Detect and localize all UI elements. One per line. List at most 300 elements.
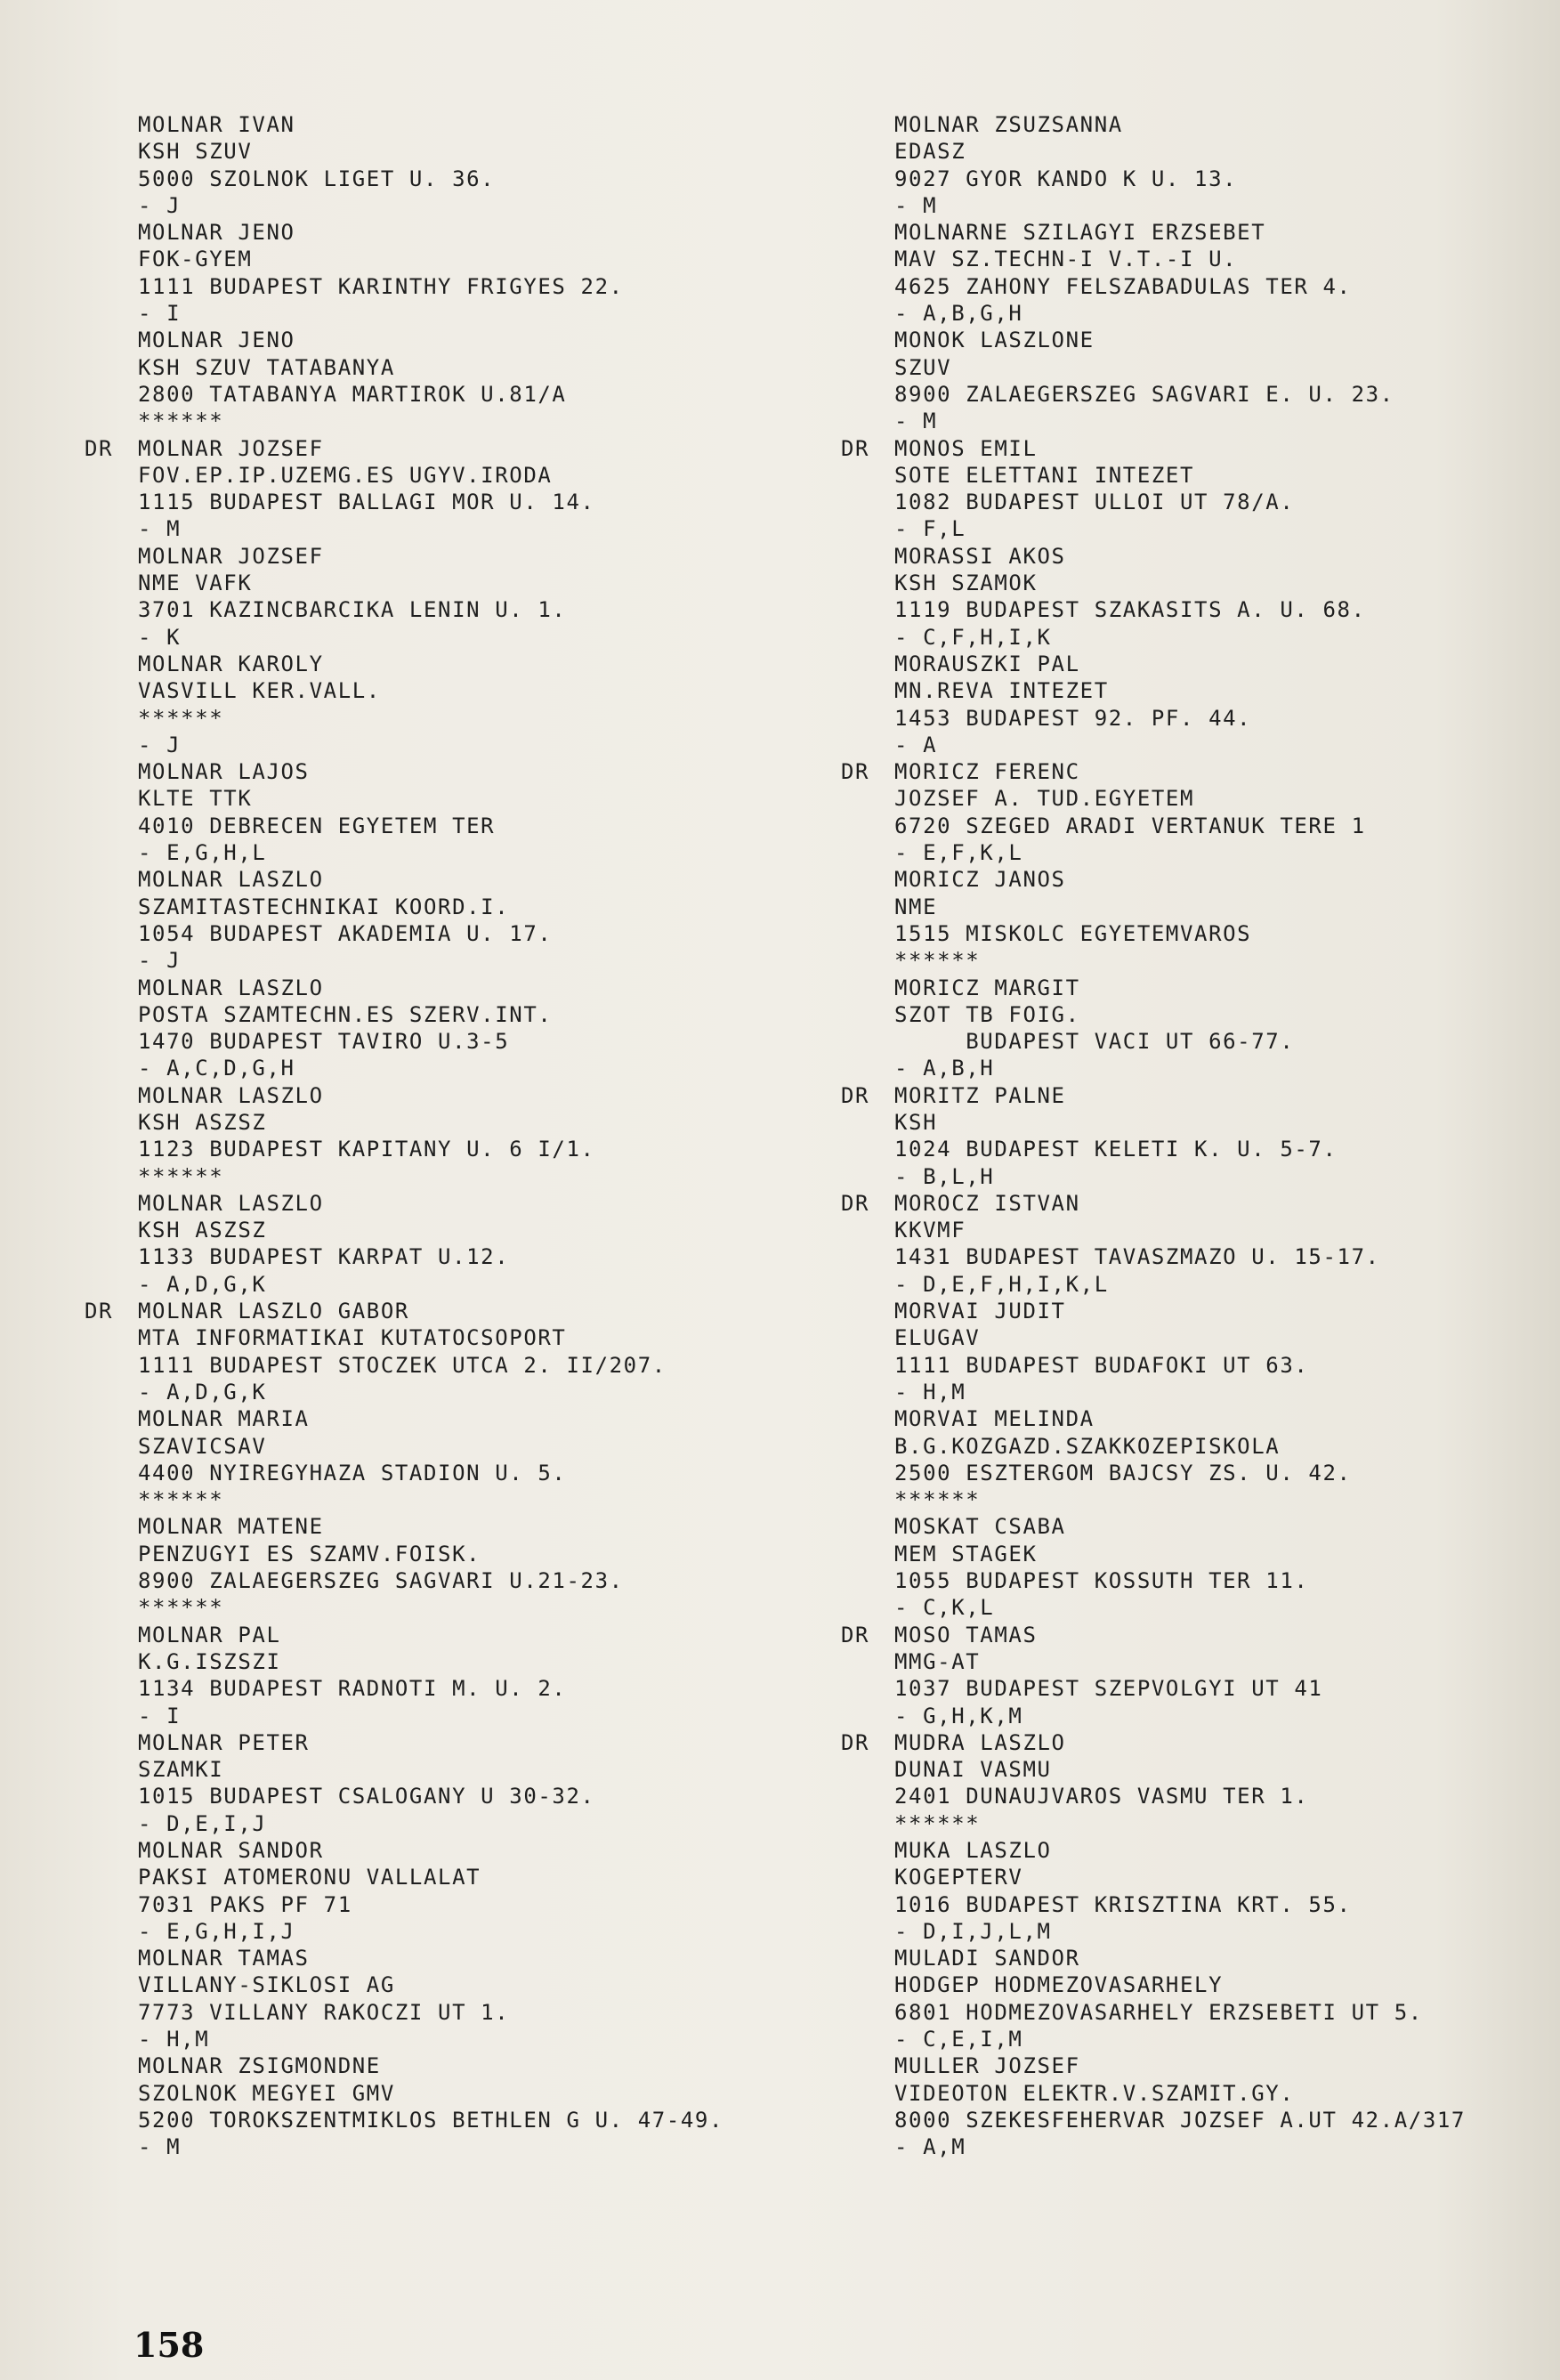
- entry-text: ******: [138, 705, 224, 731]
- entry-name: [841, 975, 1560, 1001]
- entry-text: - A: [894, 732, 938, 757]
- entry-text: MOLNAR MARIA: [138, 1406, 310, 1432]
- entry-name: [85, 327, 814, 353]
- directory-entry: [841, 1298, 1560, 1405]
- entry-text: MOLNAR JENO: [138, 328, 295, 353]
- entry-text: - C,K,L: [894, 1595, 995, 1621]
- entry-text: 2401 DUNAUJVAROS VASMU TER 1.: [894, 1784, 1309, 1809]
- entry-address: [85, 1675, 814, 1702]
- entry-codes: [841, 732, 1560, 758]
- entry-codes: [841, 192, 1560, 219]
- directory-entry: [85, 1190, 814, 1298]
- entry-name: [841, 1513, 1560, 1540]
- entry-organization: [841, 1648, 1560, 1675]
- title-prefix: DR: [841, 1190, 870, 1216]
- entry-text: - I: [138, 1703, 182, 1728]
- entry-text: - I: [138, 301, 182, 327]
- entry-name: [841, 1622, 1560, 1648]
- title-prefix: DR: [841, 759, 870, 785]
- entry-codes: [841, 839, 1560, 866]
- entry-text: FOK-GYEM: [138, 247, 253, 272]
- entry-text: - A,M: [894, 2134, 966, 2160]
- page-number: 158: [133, 2325, 205, 2365]
- entry-organization: [841, 1217, 1560, 1243]
- entry-name: [85, 1190, 814, 1217]
- directory-entry: [85, 1082, 814, 1190]
- entry-codes: [841, 300, 1560, 327]
- entry-organization: [85, 2080, 814, 2107]
- entry-text: HODGEP HODMEZOVASARHELY: [894, 1972, 1224, 1998]
- entry-codes: [841, 1594, 1560, 1621]
- entry-text: MOLNAR JENO: [138, 220, 295, 246]
- entry-address: [85, 1891, 814, 1918]
- entry-text: - D,E,F,H,I,K,L: [894, 1271, 1109, 1297]
- entry-text: - B,L,H: [894, 1163, 995, 1189]
- entry-text: 6720 SZEGED ARADI VERTANUK TERE 1: [894, 813, 1366, 838]
- entry-codes: [841, 2026, 1560, 2052]
- entry-text: MOSO TAMAS: [894, 1622, 1038, 1647]
- entry-text: MORICZ JANOS: [894, 867, 1066, 893]
- entry-name: [85, 111, 814, 138]
- entry-text: NME: [894, 894, 938, 919]
- entry-text: 8000 SZEKESFEHERVAR JOZSEF A.UT 42.A/317: [894, 2107, 1466, 2133]
- entry-text: MORICZ MARGIT: [894, 975, 1080, 1000]
- directory-entry: [85, 2052, 814, 2160]
- entry-organization: [841, 1971, 1560, 1998]
- entry-address: [841, 813, 1560, 839]
- directory-entry: [841, 1837, 1560, 1945]
- entry-address: [841, 705, 1560, 732]
- entry-organization: [841, 1756, 1560, 1783]
- entry-text: SZAMITASTECHNIKAI KOORD.I.: [138, 894, 510, 919]
- entry-text: MOLNAR PAL: [138, 1622, 281, 1647]
- entry-organization: [85, 354, 814, 381]
- directory-entry: [841, 2052, 1560, 2160]
- entry-address: [85, 1028, 814, 1055]
- directory-entry: [85, 866, 814, 974]
- entry-codes: [841, 1486, 1560, 1513]
- entry-codes: [85, 2026, 814, 2052]
- entry-text: MORVAI MELINDA: [894, 1406, 1095, 1432]
- entry-text: - H,M: [138, 2027, 210, 2052]
- directory-entry: [85, 975, 814, 1082]
- entry-organization: [841, 1433, 1560, 1460]
- entry-codes: [841, 2133, 1560, 2160]
- entry-organization: [841, 138, 1560, 165]
- entry-text: ******: [894, 1487, 981, 1513]
- entry-address: [841, 1567, 1560, 1594]
- entry-text: MOLNAR KAROLY: [138, 651, 324, 676]
- entry-text: MUKA LASZLO: [894, 1838, 1052, 1863]
- directory-entry: [85, 1513, 814, 1621]
- directory-entry: [841, 219, 1560, 327]
- entry-organization: [85, 1109, 814, 1136]
- entry-organization: [841, 1109, 1560, 1136]
- entry-address: [85, 1136, 814, 1162]
- entry-name: [841, 111, 1560, 138]
- entry-text: 8900 ZALAEGERSZEG SAGVARI E. U. 23.: [894, 381, 1394, 407]
- entry-name: [85, 219, 814, 246]
- entry-text: - M: [894, 409, 938, 434]
- entry-text: 1055 BUDAPEST KOSSUTH TER 11.: [894, 1568, 1309, 1594]
- entry-codes: [841, 1163, 1560, 1190]
- entry-text: - A,B,G,H: [894, 301, 1023, 327]
- entry-codes: [841, 1703, 1560, 1729]
- entry-codes: [85, 515, 814, 542]
- entry-codes: [85, 1918, 814, 1945]
- entry-text: - M: [138, 2134, 182, 2160]
- entry-text: 2500 ESZTERGOM BAJCSY ZS. U. 42.: [894, 1460, 1352, 1485]
- entry-address: [841, 1675, 1560, 1702]
- entry-text: KSH SZAMOK: [894, 571, 1038, 596]
- entry-name: [85, 435, 814, 462]
- entry-text: MONOS EMIL: [894, 435, 1038, 461]
- entry-text: KSH SZUV: [138, 139, 253, 165]
- entry-text: EDASZ: [894, 139, 966, 165]
- entry-text: 1111 BUDAPEST STOCZEK UTCA 2. II/207.: [138, 1352, 667, 1378]
- entry-codes: [85, 300, 814, 327]
- entry-text: B.G.KOZGAZD.SZAKKOZEPISKOLA: [894, 1433, 1281, 1459]
- entry-text: MAV SZ.TECHN-I V.T.-I U.: [894, 247, 1238, 272]
- directory-entry: [841, 758, 1560, 866]
- entry-text: - J: [138, 732, 182, 757]
- entry-organization: [85, 785, 814, 812]
- entry-organization: [85, 138, 814, 165]
- entry-codes: [85, 1379, 814, 1405]
- entry-address: [841, 1136, 1560, 1162]
- entry-address: [841, 1891, 1560, 1918]
- entry-name: [85, 1729, 814, 1756]
- entry-name: [841, 435, 1560, 462]
- entry-codes: [85, 192, 814, 219]
- entry-organization: [841, 2080, 1560, 2107]
- left-column: [85, 111, 814, 2161]
- entry-address: [85, 1352, 814, 1379]
- entry-text: MOLNAR LASZLO: [138, 1082, 324, 1108]
- entry-codes: [85, 624, 814, 651]
- entry-text: 1115 BUDAPEST BALLAGI MOR U. 14.: [138, 490, 595, 515]
- entry-name: [841, 1837, 1560, 1864]
- entry-text: SZAMKI: [138, 1757, 224, 1783]
- entry-text: SZUV: [894, 354, 952, 380]
- entry-text: KKVMF: [894, 1218, 966, 1243]
- entry-text: KSH ASZSZ: [138, 1218, 267, 1243]
- entry-address: [841, 1352, 1560, 1379]
- entry-text: - C,F,H,I,K: [894, 624, 1052, 650]
- entry-address: [841, 2107, 1560, 2133]
- entry-address: [85, 2107, 814, 2133]
- entry-text: - A,D,G,K: [138, 1271, 267, 1297]
- entry-text: SOTE ELETTANI INTEZET: [894, 462, 1195, 488]
- entry-text: K.G.ISZSZI: [138, 1648, 281, 1674]
- entry-organization: [85, 1864, 814, 1890]
- entry-organization: [85, 246, 814, 272]
- entry-text: MORASSI AKOS: [894, 543, 1066, 569]
- entry-text: 1015 BUDAPEST CSALOGANY U 30-32.: [138, 1784, 595, 1809]
- entry-name: [85, 866, 814, 893]
- entry-text: MOLNARNE SZILAGYI ERZSEBET: [894, 220, 1266, 246]
- entry-text: KLTE TTK: [138, 786, 253, 812]
- entry-text: - A,B,H: [894, 1056, 995, 1081]
- entry-text: MUDRA LASZLO: [894, 1729, 1066, 1755]
- entry-organization: [841, 1001, 1560, 1028]
- entry-text: 1037 BUDAPEST SZEPVOLGYI UT 41: [894, 1676, 1323, 1702]
- entry-text: KSH SZUV TATABANYA: [138, 354, 395, 380]
- directory-entry: [841, 975, 1560, 1082]
- entry-name: [85, 651, 814, 677]
- entry-name: [85, 2052, 814, 2079]
- entry-name: [841, 1190, 1560, 1217]
- entry-address: [841, 489, 1560, 515]
- entry-organization: [841, 1864, 1560, 1890]
- entry-address: [85, 489, 814, 515]
- entry-organization: [841, 677, 1560, 704]
- directory-entry: [841, 1405, 1560, 1513]
- directory-entry: [841, 866, 1560, 974]
- entry-codes: [841, 947, 1560, 974]
- entry-text: MOLNAR IVAN: [138, 112, 295, 137]
- entry-codes: [841, 1055, 1560, 1081]
- entry-organization: [841, 894, 1560, 920]
- entry-text: - D,E,I,J: [138, 1810, 267, 1836]
- entry-text: POSTA SZAMTECHN.ES SZERV.INT.: [138, 1001, 553, 1027]
- entry-text: NME VAFK: [138, 571, 253, 596]
- entry-text: 1470 BUDAPEST TAVIRO U.3-5: [138, 1029, 510, 1055]
- title-prefix: DR: [841, 1729, 870, 1755]
- entry-codes: [85, 732, 814, 758]
- entry-text: MOLNAR LAJOS: [138, 759, 310, 785]
- title-prefix: DR: [841, 435, 870, 461]
- entry-organization: [85, 1001, 814, 1028]
- entry-name: [85, 1837, 814, 1864]
- entry-organization: [85, 1433, 814, 1460]
- entry-text: MTA INFORMATIKAI KUTATOCSOPORT: [138, 1325, 567, 1351]
- entry-text: 1123 BUDAPEST KAPITANY U. 6 I/1.: [138, 1137, 595, 1162]
- entry-text: - G,H,K,M: [894, 1703, 1023, 1728]
- entry-codes: [85, 1486, 814, 1513]
- entry-address: [841, 1243, 1560, 1270]
- entry-text: 1024 BUDAPEST KELETI K. U. 5-7.: [894, 1137, 1338, 1162]
- entry-text: SZOLNOK MEGYEI GMV: [138, 2080, 395, 2106]
- entry-text: - C,E,I,M: [894, 2027, 1023, 2052]
- directory-entry: [841, 1729, 1560, 1837]
- directory-entry: [841, 435, 1560, 543]
- directory-entry: [85, 543, 814, 651]
- directory-entry: [841, 111, 1560, 219]
- entry-text: FOV.EP.IP.UZEMG.ES UGYV.IRODA: [138, 462, 553, 488]
- title-prefix: DR: [841, 1082, 870, 1108]
- entry-name: [841, 758, 1560, 785]
- entry-text: MOLNAR ZSIGMONDNE: [138, 2053, 381, 2079]
- entry-organization: [841, 570, 1560, 596]
- entry-codes: [85, 1055, 814, 1081]
- entry-address: [85, 1243, 814, 1270]
- entry-address: [841, 381, 1560, 408]
- entry-text: 1453 BUDAPEST 92. PF. 44.: [894, 705, 1252, 731]
- entry-address: [841, 920, 1560, 947]
- entry-name: [85, 1622, 814, 1648]
- entry-address: [841, 1999, 1560, 2026]
- entry-address: [85, 1460, 814, 1486]
- entry-address: [85, 920, 814, 947]
- entry-codes: [85, 1703, 814, 1729]
- entry-organization: [841, 1324, 1560, 1351]
- entry-organization: [85, 894, 814, 920]
- entry-organization: [85, 677, 814, 704]
- entry-text: VASVILL KER.VALL.: [138, 678, 381, 704]
- entry-codes: [85, 1163, 814, 1190]
- entry-name: [85, 1945, 814, 1971]
- entry-text: VIDEOTON ELEKTR.V.SZAMIT.GY.: [894, 2080, 1295, 2106]
- entry-address: [841, 596, 1560, 623]
- entry-text: - E,F,K,L: [894, 840, 1023, 866]
- entry-codes: [85, 947, 814, 974]
- entry-organization: [841, 354, 1560, 381]
- entry-text: 1431 BUDAPEST TAVASZMAZO U. 15-17.: [894, 1244, 1380, 1270]
- entry-text: ******: [138, 1487, 224, 1513]
- entry-text: ******: [894, 1810, 981, 1836]
- entry-organization: [85, 1756, 814, 1783]
- directory-entry: [85, 327, 814, 434]
- entry-codes: [841, 1379, 1560, 1405]
- directory-entry: [841, 1622, 1560, 1729]
- directory-entry: [841, 1190, 1560, 1298]
- entry-text: 9027 GYOR KANDO K U. 13.: [894, 166, 1238, 191]
- entry-text: 1111 BUDAPEST KARINTHY FRIGYES 22.: [138, 273, 624, 299]
- entry-organization: [841, 1541, 1560, 1567]
- entry-address: [85, 166, 814, 192]
- directory-entry: [85, 1622, 814, 1729]
- entry-name: [841, 1298, 1560, 1324]
- entry-text: BUDAPEST VACI UT 66-77.: [894, 1029, 1295, 1055]
- entry-text: MONOK LASZLONE: [894, 328, 1095, 353]
- entry-address: [85, 813, 814, 839]
- directory-entry: [85, 1837, 814, 1945]
- entry-name: [85, 1513, 814, 1540]
- entry-codes: [85, 839, 814, 866]
- entry-text: 1054 BUDAPEST AKADEMIA U. 17.: [138, 920, 553, 946]
- entry-text: MOSKAT CSABA: [894, 1514, 1066, 1540]
- entry-text: MORVAI JUDIT: [894, 1299, 1066, 1324]
- entry-organization: [841, 462, 1560, 489]
- directory-entry: [85, 1405, 814, 1513]
- entry-organization: [85, 1541, 814, 1567]
- entry-name: [85, 758, 814, 785]
- directory-entry: [85, 758, 814, 866]
- entry-text: SZAVICSAV: [138, 1433, 267, 1459]
- directory-entry: [841, 1945, 1560, 2052]
- entry-text: MOLNAR LASZLO: [138, 1190, 324, 1216]
- directory-entry: [85, 435, 814, 543]
- entry-address: [841, 166, 1560, 192]
- entry-text: KOGEPTERV: [894, 1865, 1023, 1890]
- entry-name: [841, 327, 1560, 353]
- entry-address: [841, 1028, 1560, 1055]
- entry-text: - J: [138, 948, 182, 974]
- entry-text: MORITZ PALNE: [894, 1082, 1066, 1108]
- entry-address: [85, 1567, 814, 1594]
- directory-entry: [85, 1945, 814, 2052]
- entry-text: - E,G,H,L: [138, 840, 267, 866]
- right-column: [841, 111, 1560, 2161]
- entry-organization: [85, 1324, 814, 1351]
- entry-name: [841, 866, 1560, 893]
- entry-text: 8900 ZALAEGERSZEG SAGVARI U.21-23.: [138, 1568, 624, 1594]
- entry-name: [85, 1405, 814, 1432]
- entry-text: JOZSEF A. TUD.EGYETEM: [894, 786, 1195, 812]
- entry-text: - F,L: [894, 516, 966, 542]
- entry-organization: [85, 1217, 814, 1243]
- entry-text: 1134 BUDAPEST RADNOTI M. U. 2.: [138, 1676, 567, 1702]
- entry-text: - A,D,G,K: [138, 1379, 267, 1405]
- entry-text: MOROCZ ISTVAN: [894, 1190, 1080, 1216]
- entry-text: 5200 TOROKSZENTMIKLOS BETHLEN G U. 47-49.: [138, 2107, 724, 2133]
- entry-text: - M: [138, 516, 182, 542]
- entry-text: - D,I,J,L,M: [894, 1918, 1052, 1944]
- entry-text: ******: [138, 1163, 224, 1189]
- entry-text: - J: [138, 192, 182, 218]
- entry-text: - A,C,D,G,H: [138, 1056, 295, 1081]
- entry-name: [841, 1082, 1560, 1109]
- entry-text: PENZUGYI ES SZAMV.FOISK.: [138, 1541, 481, 1566]
- entry-text: 5000 SZOLNOK LIGET U. 36.: [138, 166, 496, 191]
- directory-entry: [85, 111, 814, 219]
- entry-text: DUNAI VASMU: [894, 1757, 1052, 1783]
- entry-name: [841, 219, 1560, 246]
- entry-text: MOLNAR ZSUZSANNA: [894, 112, 1123, 137]
- entry-name: [85, 975, 814, 1001]
- entry-text: - K: [138, 624, 182, 650]
- entry-organization: [85, 462, 814, 489]
- entry-text: KSH ASZSZ: [138, 1109, 267, 1135]
- entry-address: [841, 1460, 1560, 1486]
- entry-text: 1119 BUDAPEST SZAKASITS A. U. 68.: [894, 597, 1366, 623]
- entry-text: SZOT TB FOIG.: [894, 1001, 1080, 1027]
- entry-organization: [85, 1971, 814, 1998]
- entry-address: [85, 705, 814, 732]
- entry-name: [841, 1405, 1560, 1432]
- entry-text: 7773 VILLANY RAKOCZI UT 1.: [138, 1999, 510, 2025]
- entry-text: ******: [894, 948, 981, 974]
- entry-text: MOLNAR LASZLO: [138, 867, 324, 893]
- entry-name: [841, 651, 1560, 677]
- entry-codes: [85, 1810, 814, 1837]
- directory-entry: [85, 651, 814, 758]
- entry-text: 3701 KAZINCBARCIKA LENIN U. 1.: [138, 597, 567, 623]
- entry-text: MMG-AT: [894, 1648, 981, 1674]
- directory-entry: [841, 651, 1560, 758]
- entry-text: VILLANY-SIKLOSI AG: [138, 1972, 395, 1998]
- entry-text: MOLNAR JOZSEF: [138, 435, 324, 461]
- entry-organization: [841, 246, 1560, 272]
- entry-text: 2800 TATABANYA MARTIROK U.81/A: [138, 381, 567, 407]
- entry-name: [841, 1945, 1560, 1971]
- entry-text: KSH: [894, 1109, 938, 1135]
- entry-codes: [841, 1271, 1560, 1298]
- entry-text: MOLNAR LASZLO GABOR: [138, 1299, 409, 1324]
- entry-text: PAKSI ATOMERONU VALLALAT: [138, 1865, 481, 1890]
- entry-text: MOLNAR JOZSEF: [138, 543, 324, 569]
- entry-text: 1082 BUDAPEST ULLOI UT 78/A.: [894, 490, 1295, 515]
- entry-text: ******: [138, 409, 224, 434]
- entry-codes: [841, 408, 1560, 434]
- entry-address: [85, 596, 814, 623]
- entry-address: [85, 273, 814, 300]
- entry-text: MORICZ FERENC: [894, 759, 1080, 785]
- entry-name: [841, 2052, 1560, 2079]
- directory-entry: [85, 219, 814, 327]
- entry-text: MOLNAR TAMAS: [138, 1946, 310, 1971]
